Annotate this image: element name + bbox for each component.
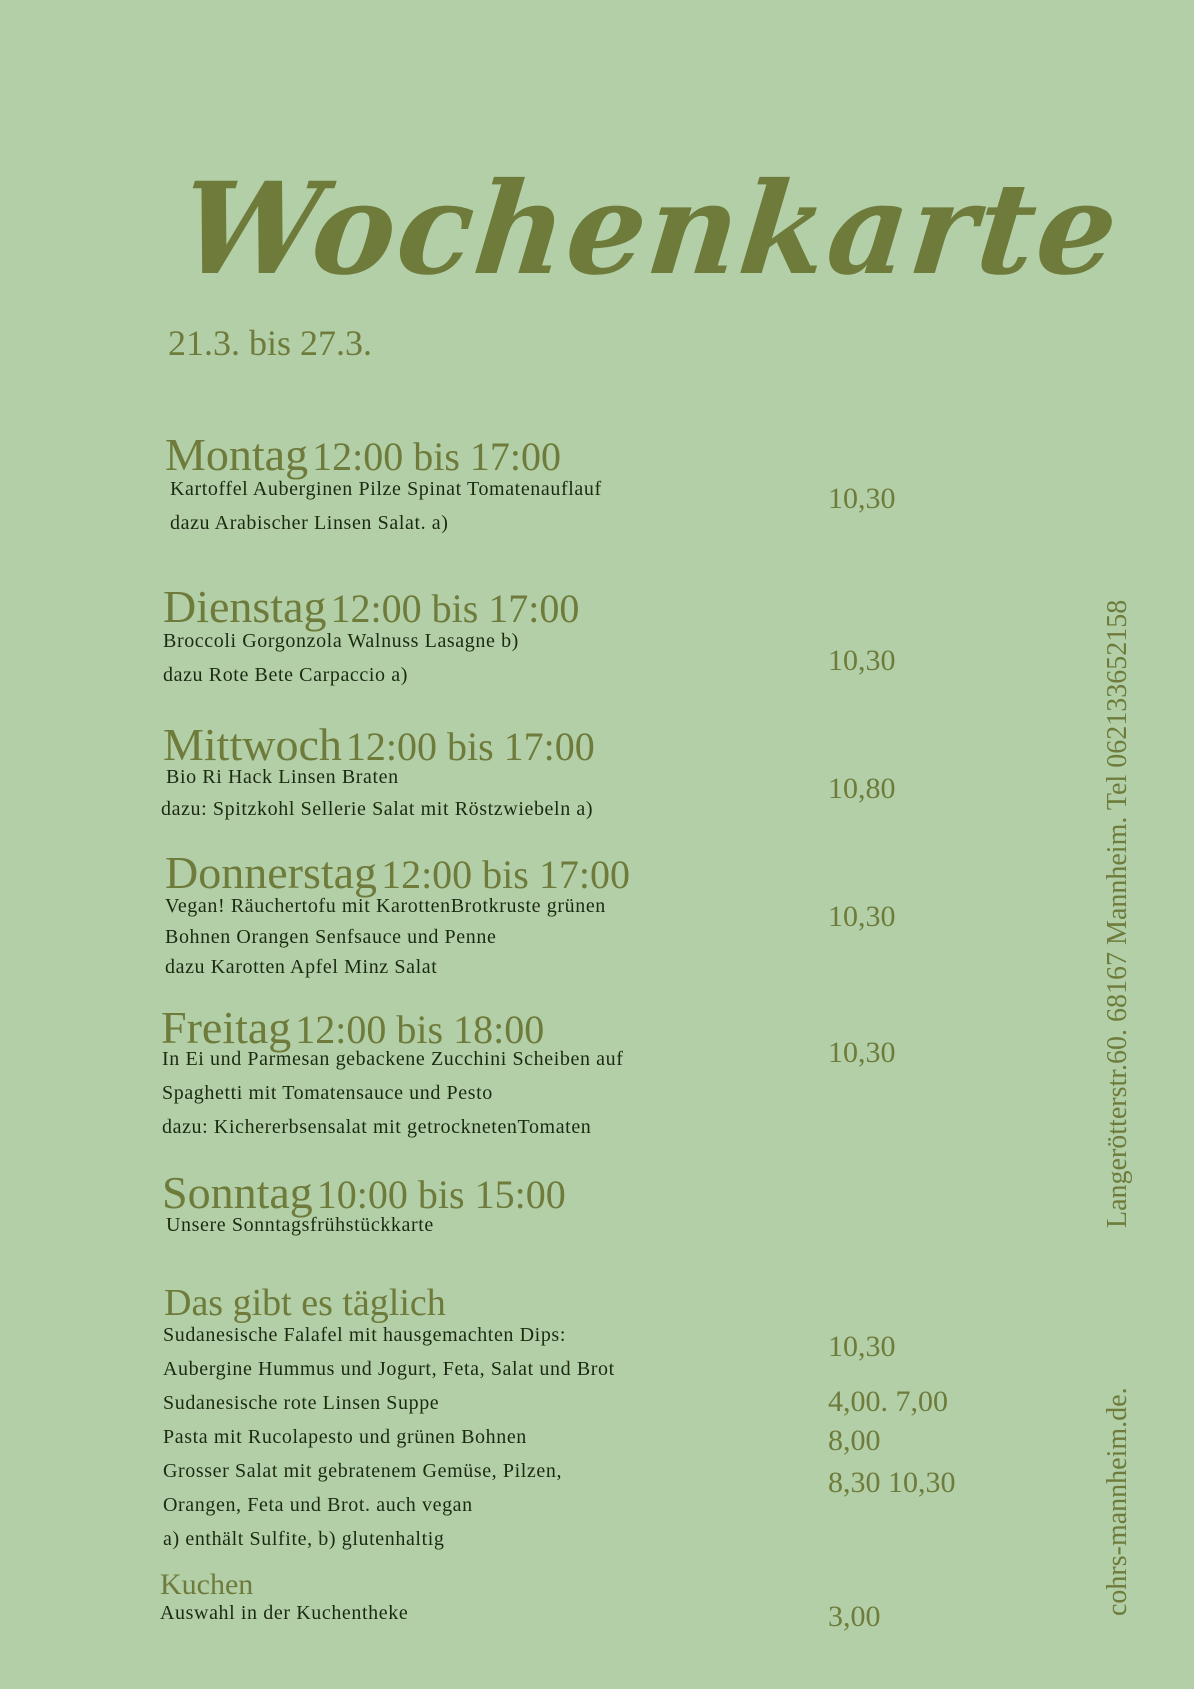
date-range: 21.3. bis 27.3. [168,323,373,363]
dish-price: 10,30 [828,900,896,933]
daily-heading-text: Das gibt es täglich [164,1282,446,1324]
daily-price: 4,00. 7,00 [828,1385,948,1418]
day-heading [161,1002,545,1053]
menu-title: Wochenkarte [174,155,1127,304]
day-hours: 12:00 bis 17:00 [345,724,595,769]
day-heading [165,847,630,898]
cake-heading [160,1570,253,1600]
dish-line: Bio Ri Hack Linsen Braten [166,766,399,788]
daily-line: Aubergine Hummus und Jogurt, Feta, Salat und Brot [163,1358,615,1380]
dish-line: dazu: Kichererbsensalat mit getrocknetenTomaten [162,1116,592,1138]
dish-line: Broccoli Gorgonzola Walnuss Lasagne b) [163,630,519,652]
daily-heading [164,1284,446,1322]
day-heading [165,429,562,480]
dish-price: 10,30 [828,644,896,677]
day-heading [163,719,595,770]
day-heading [163,581,580,632]
daily-line: Sudanesische Falafel mit hausgemachten Dips: [163,1324,566,1346]
daily-price: 8,00 [828,1424,881,1457]
daily-line: Sudanesische rote Linsen Suppe [163,1392,440,1414]
website-vertical: cohrs-mannheim.de. [1102,1387,1133,1616]
cake-price: 3,00 [828,1600,881,1633]
dish-line: dazu Rote Bete Carpaccio a) [163,664,408,686]
daily-price: 10,30 [828,1330,896,1363]
daily-line: Grosser Salat mit gebratenem Gemüse, Pilzen, [163,1460,563,1482]
dish-price: 10,80 [828,772,896,805]
daily-price: 8,30 10,30 [828,1466,956,1499]
dish-line: dazu Arabischer Linsen Salat. a) [170,512,449,534]
day-name: Sonntag [162,1167,313,1218]
cake-heading-text: Kuchen [160,1568,254,1601]
dish-line: Unsere Sonntagsfrühstückkarte [166,1214,434,1236]
day-heading [162,1167,566,1218]
day-hours: 12:00 bis 17:00 [312,434,562,479]
allergen-note: a) enthält Sulfite, b) glutenhaltig [163,1528,445,1550]
dish-line: dazu Karotten Apfel Minz Salat [165,956,438,978]
address-phone-vertical: Langerötterstr.60. 68167 Mannheim. Tel 062133652158 [1102,599,1133,1228]
day-name: Mittwoch [163,719,342,770]
dish-price: 10,30 [828,1036,896,1069]
day-name: Donnerstag [165,847,378,898]
dish-price: 10,30 [828,482,896,515]
daily-line: Orangen, Feta und Brot. auch vegan [163,1494,473,1516]
dish-line: Kartoffel Auberginen Pilze Spinat Tomatenauflauf [170,478,602,500]
day-hours: 10:00 bis 15:00 [316,1172,566,1217]
dish-line: Spaghetti mit Tomatensauce und Pesto [162,1082,493,1104]
dish-line: Vegan! Räuchertofu mit KarottenBrotkruste grünen [165,895,606,917]
day-name: Freitag [161,1002,292,1053]
daily-line: Pasta mit Rucolapesto und grünen Bohnen [163,1426,527,1448]
dish-line: Bohnen Orangen Senfsauce und Penne [165,926,497,948]
dish-line: dazu: Spitzkohl Sellerie Salat mit Röstzwiebeln a) [161,798,594,820]
day-hours: 12:00 bis 17:00 [330,586,580,631]
cake-line: Auswahl in der Kuchentheke [160,1602,409,1624]
dish-line: In Ei und Parmesan gebackene Zucchini Scheiben auf [162,1048,624,1070]
day-hours: 12:00 bis 17:00 [381,852,630,897]
day-hours: 12:00 bis 18:00 [295,1007,545,1052]
day-name: Dienstag [163,581,327,632]
day-name: Montag [165,429,309,480]
